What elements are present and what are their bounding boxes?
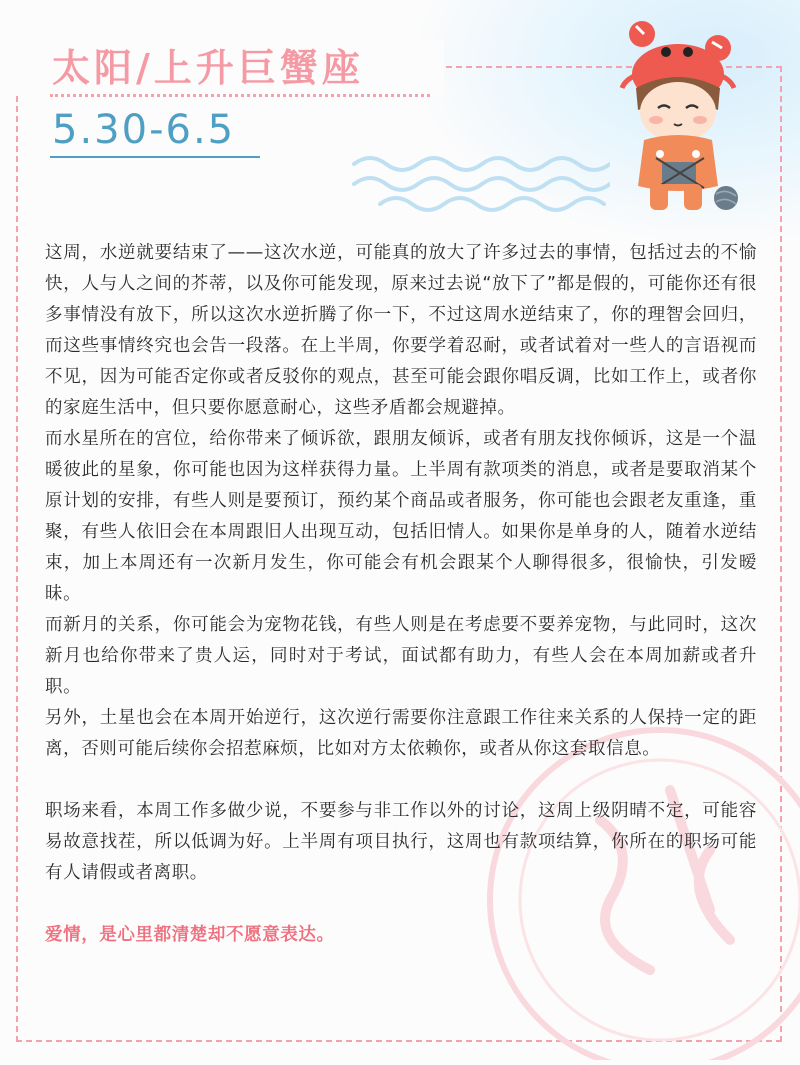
date-underline xyxy=(50,156,260,158)
forecast-article xyxy=(45,238,757,951)
paragraph-mercury-house: 而水星所在的宫位，给你带来了倾诉欲，跟朋友倾诉，或者有朋友找你倾诉，这是一个温暖彼此的星象，你可能也因为这样获得力量。上半周有款项类的消息，或者是要取消某个原计划的安排，有些人则是要预订，预约某个商品或者服务，你可能也会跟老友重逢，重聚，有些人依旧会在本周跟旧人出现互动，包括旧情人。如果你是单身的人，随着水逆结束，加上本周还有一次新月发生，你可能会有机会跟某个人聊得很多，很愉快，引发暧昧。 xyxy=(45,429,757,604)
paragraph-new-moon: 而新月的关系，你可能会为宠物花钱，有些人则是在考虑要不要养宠物，与此同时，这次新月也给你带来了贵人运，同时对于考试，面试都有助力，有些人会在本周加薪或者升职。 xyxy=(45,615,757,697)
paragraph-spacer xyxy=(45,765,757,796)
paragraph-spacer xyxy=(45,889,757,920)
crab-kid-illustration-icon xyxy=(600,12,750,222)
paragraph-career: 职场来看，本周工作多做少说，不要参与非工作以外的讨论，这周上级阴晴不定，可能容易故意找茬，所以低调为好。上半周有项目执行，这周也有款项结算，你所在的职场可能有人请假或者离职。 xyxy=(45,801,757,883)
date-range: 5.30-6.5 xyxy=(52,107,236,153)
title-dotted-underline xyxy=(50,94,430,97)
paragraph-love: 爱情，是心里都清楚却不愿意表达。 xyxy=(45,925,335,945)
wave-lines-icon xyxy=(350,150,610,220)
page-title: 太阳/上升巨蟹座 xyxy=(52,46,364,90)
paragraph-mercury-retrograde: 这周，水逆就要结束了——这次水逆，可能真的放大了许多过去的事情，包括过去的不愉快，人与人之间的芥蒂，以及你可能发现，原来过去说“放下了”都是假的，可能你还有很多事情没有放下，所以这次水逆折腾了你一下，不过这周水逆结束了，你的理智会回归，而这些事情终究也会告一段落。在上半周，你要学着忍耐，或者试着对一些人的言语视而不见，因为可能否定你或者反驳你的观点，甚至可能会跟你唱反调，比如工作上，或者你的家庭生活中，但只要你愿意耐心，这些矛盾都会规避掉。 xyxy=(45,243,757,418)
paragraph-saturn-retrograde: 另外，土星也会在本周开始逆行，这次逆行需要你注意跟工作往来关系的人保持一定的距离，否则可能后续你会招惹麻烦，比如对方太依赖你，或者从你这套取信息。 xyxy=(45,708,757,759)
